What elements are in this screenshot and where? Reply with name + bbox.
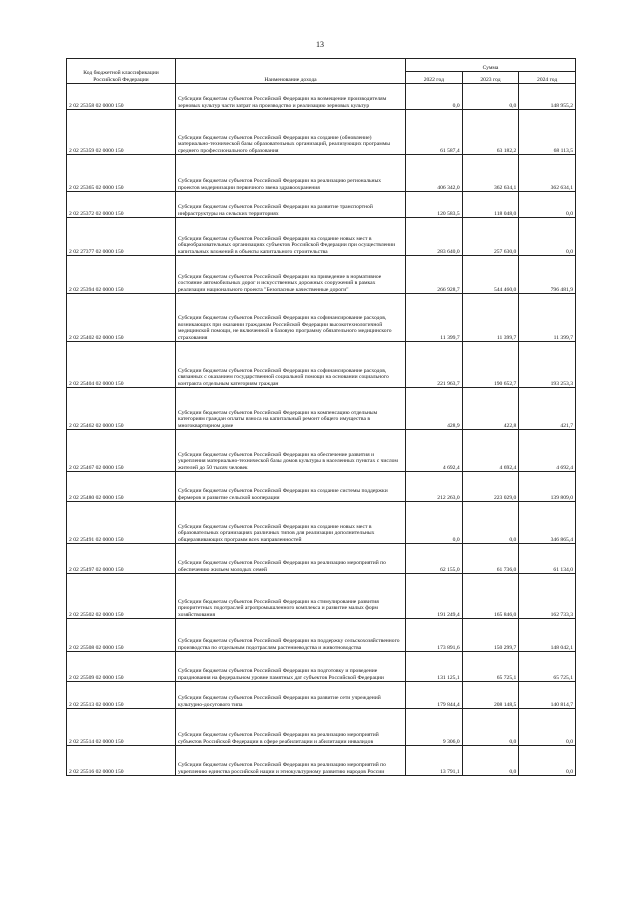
- table-row: [67, 682, 576, 709]
- amount-2022-cell: 266 928,7: [406, 256, 463, 294]
- name-cell: Субсидии бюджетам субъектов Российской Федерации на реализацию региональных проектов модернизации первичного звена здравоохранения: [176, 155, 406, 192]
- table-row: [67, 388, 576, 430]
- amount-2023-cell: 190 652,7: [462, 342, 519, 388]
- code-cell: 2 02 25508 02 0000 150: [67, 619, 176, 652]
- amount-2024-cell: 162 733,3: [519, 574, 576, 619]
- amount-2024-cell: 148 955,2: [519, 84, 576, 110]
- name-cell: Субсидии бюджетам субъектов Российской Федерации на создание новых мест в образовательных организациях различных типов для реализации дополнительных общеразвивающих программ всех направленностей: [176, 502, 406, 544]
- name-cell: Субсидии бюджетам субъектов Российской Федерации на софинансирование расходов, связанных с оказанием государственной социальной помощи на основании социального контракта отдельным категориям граждан: [176, 342, 406, 388]
- amount-2024-cell: 68 113,5: [519, 110, 576, 155]
- amount-2022-cell: 221 963,7: [406, 342, 463, 388]
- code-cell: 2 02 25358 02 0000 150: [67, 84, 176, 110]
- name-cell: Субсидии бюджетам субъектов Российской Федерации на развитие сети учреждений культурно-досугового типа: [176, 682, 406, 709]
- code-cell: 2 02 25497 02 0000 150: [67, 544, 176, 574]
- amount-2023-cell: 223 029,0: [462, 472, 519, 502]
- amount-2023-cell: 65 725,1: [462, 652, 519, 682]
- name-cell: Субсидии бюджетам субъектов Российской Федерации на софинансирование расходов, возникающих при оказании гражданам Российской Федерации высокотехнологичной медицинской помощи, не включенной в базовую программу обязательного медицинского страхования: [176, 294, 406, 342]
- amount-2022-cell: 283 640,0: [406, 218, 463, 256]
- code-cell: 2 02 25372 02 0000 150: [67, 192, 176, 218]
- page-number: 13: [316, 40, 324, 49]
- amount-2024-cell: 148 042,1: [519, 619, 576, 652]
- table-row: [67, 294, 576, 342]
- name-cell: Субсидии бюджетам субъектов Российской Федерации на реализацию мероприятий по укреплению единства российской нации и этнокультурному развитию народов России: [176, 746, 406, 776]
- code-cell: 2 02 25402 02 0000 150: [67, 294, 176, 342]
- amount-2022-cell: 179 844,4: [406, 682, 463, 709]
- header-year-2022: 2022 год: [406, 72, 463, 84]
- table-row: [67, 619, 576, 652]
- amount-2022-cell: 61 587,4: [406, 110, 463, 155]
- header-name: Наименование дохода: [176, 59, 406, 84]
- amount-2022-cell: 173 891,6: [406, 619, 463, 652]
- table-row: [67, 192, 576, 218]
- name-cell: Субсидии бюджетам субъектов Российской Федерации на приведение в нормативное состояние автомобильных дорог и искусственных дорожных сооружений в рамках реализации национального проекта "Безопасные качественные дороги": [176, 256, 406, 294]
- amount-2024-cell: 0,0: [519, 192, 576, 218]
- amount-2024-cell: 4 692,4: [519, 430, 576, 472]
- amount-2024-cell: 140 814,7: [519, 682, 576, 709]
- table-row: [67, 84, 576, 110]
- amount-2024-cell: 0,0: [519, 709, 576, 746]
- name-cell: Субсидии бюджетам субъектов Российской Федерации на реализацию мероприятий по обеспечению жильем молодых семей: [176, 544, 406, 574]
- amount-2022-cell: 212 263,0: [406, 472, 463, 502]
- code-cell: 2 02 25359 02 0000 150: [67, 110, 176, 155]
- amount-2024-cell: 346 865,4: [519, 502, 576, 544]
- code-cell: 2 02 25491 02 0000 150: [67, 502, 176, 544]
- name-cell: Субсидии бюджетам субъектов Российской Федерации на создание системы поддержки фермеров и развитие сельской кооперации: [176, 472, 406, 502]
- amount-2024-cell: 421,7: [519, 388, 576, 430]
- code-cell: 2 02 25516 02 0000 150: [67, 746, 176, 776]
- amount-2023-cell: 0,0: [462, 746, 519, 776]
- amount-2023-cell: 4 692,4: [462, 430, 519, 472]
- amount-2023-cell: 257 630,0: [462, 218, 519, 256]
- name-cell: Субсидии бюджетам субъектов Российской Федерации на поддержку сельскохозяйственного производства по отдельным подотраслям растениеводства и животноводства: [176, 619, 406, 652]
- amount-2023-cell: 118 048,0: [462, 192, 519, 218]
- table-row: [67, 430, 576, 472]
- amount-2022-cell: 11 399,7: [406, 294, 463, 342]
- name-cell: Субсидии бюджетам субъектов Российской Федерации на обеспечение развития и укрепления материально-технической базы домов культуры в населенных пунктах с числом жителей до 50 тысяч человек: [176, 430, 406, 472]
- amount-2022-cell: 0,0: [406, 84, 463, 110]
- table-row: [67, 544, 576, 574]
- amount-2024-cell: 796 481,9: [519, 256, 576, 294]
- amount-2022-cell: 120 583,5: [406, 192, 463, 218]
- amount-2022-cell: 428,9: [406, 388, 463, 430]
- table-row: [67, 574, 576, 619]
- code-cell: 2 02 25513 02 0000 150: [67, 682, 176, 709]
- table-row: [67, 218, 576, 256]
- amount-2022-cell: 0,0: [406, 502, 463, 544]
- name-cell: Субсидии бюджетам субъектов Российской Федерации на реализацию мероприятий субъектов Российской Федерации в сфере реабилитации и абилитации инвалидов: [176, 709, 406, 746]
- code-cell: 2 02 25467 02 0000 150: [67, 430, 176, 472]
- code-cell: 2 02 25404 02 0000 150: [67, 342, 176, 388]
- amount-2022-cell: 406 342,0: [406, 155, 463, 192]
- header-sum: Сумма: [406, 59, 576, 72]
- header-code: Код бюджетной классификации Российской Федерации: [67, 59, 176, 84]
- table-row: [67, 110, 576, 155]
- amount-2024-cell: 0,0: [519, 746, 576, 776]
- amount-2024-cell: 61 134,0: [519, 544, 576, 574]
- table-row: [67, 502, 576, 544]
- name-cell: Субсидии бюджетам субъектов Российской Федерации на возмещение производителям зерновых культур части затрат на производство и реализацию зерновых культур: [176, 84, 406, 110]
- code-cell: 2 02 25480 02 0000 150: [67, 472, 176, 502]
- table-row: [67, 342, 576, 388]
- table-row: [67, 155, 576, 192]
- budget-table: [66, 58, 576, 776]
- code-cell: 2 02 25502 02 0000 150: [67, 574, 176, 619]
- header-year-2024: 2024 год: [519, 72, 576, 84]
- amount-2024-cell: 139 809,0: [519, 472, 576, 502]
- amount-2023-cell: 150 299,7: [462, 619, 519, 652]
- amount-2022-cell: 131 125,1: [406, 652, 463, 682]
- amount-2023-cell: 422,8: [462, 388, 519, 430]
- amount-2022-cell: 9 306,0: [406, 709, 463, 746]
- amount-2023-cell: 165 846,0: [462, 574, 519, 619]
- code-cell: 2 02 25509 02 0000 150: [67, 652, 176, 682]
- code-cell: 2 02 25462 02 0000 150: [67, 388, 176, 430]
- table-body: [67, 84, 576, 776]
- table-row: [67, 472, 576, 502]
- amount-2023-cell: 61 736,0: [462, 544, 519, 574]
- amount-2023-cell: 0,0: [462, 502, 519, 544]
- table-row: [67, 652, 576, 682]
- amount-2023-cell: 362 634,1: [462, 155, 519, 192]
- amount-2024-cell: 11 399,7: [519, 294, 576, 342]
- name-cell: Субсидии бюджетам субъектов Российской Федерации на создание (обновление) материально-технической базы образовательных организаций, реализующих программы среднего профессионального образования: [176, 110, 406, 155]
- amount-2022-cell: 13 791,1: [406, 746, 463, 776]
- amount-2023-cell: 208 148,5: [462, 682, 519, 709]
- amount-2024-cell: 362 634,1: [519, 155, 576, 192]
- code-cell: 2 02 25365 02 0000 150: [67, 155, 176, 192]
- amount-2024-cell: 65 725,1: [519, 652, 576, 682]
- name-cell: Субсидии бюджетам субъектов Российской Федерации на компенсацию отдельным категориям граждан оплаты взноса на капитальный ремонт общего имущества в многоквартирном доме: [176, 388, 406, 430]
- amount-2022-cell: 191 249,4: [406, 574, 463, 619]
- amount-2023-cell: 63 182,2: [462, 110, 519, 155]
- name-cell: Субсидии бюджетам субъектов Российской Федерации на стимулирование развития приоритетных подотраслей агропромышленного комплекса и развитие малых форм хозяйствования: [176, 574, 406, 619]
- header-year-2023: 2023 год: [462, 72, 519, 84]
- code-cell: 2 02 25394 02 0000 150: [67, 256, 176, 294]
- amount-2024-cell: 0,0: [519, 218, 576, 256]
- amount-2023-cell: 544 460,0: [462, 256, 519, 294]
- amount-2023-cell: 11 399,7: [462, 294, 519, 342]
- name-cell: Субсидии бюджетам субъектов Российской Федерации на развитие транспортной инфраструктуры на сельских территориях: [176, 192, 406, 218]
- table-row: [67, 709, 576, 746]
- table-row: [67, 746, 576, 776]
- code-cell: 2 02 27377 02 0000 150: [67, 218, 176, 256]
- amount-2022-cell: 4 692,4: [406, 430, 463, 472]
- name-cell: Субсидии бюджетам субъектов Российской Федерации на создание новых мест в общеобразовательных организациях субъектов Российской Федерации при осуществлении капитальных вложений в объекты капитального строительства: [176, 218, 406, 256]
- table-row: [67, 256, 576, 294]
- amount-2023-cell: 0,0: [462, 84, 519, 110]
- amount-2024-cell: 193 253,3: [519, 342, 576, 388]
- amount-2023-cell: 0,0: [462, 709, 519, 746]
- name-cell: Субсидии бюджетам субъектов Российской Федерации на подготовку и проведение празднования на федеральном уровне памятных дат субъектов Российской Федерации: [176, 652, 406, 682]
- code-cell: 2 02 25514 02 0000 150: [67, 709, 176, 746]
- amount-2022-cell: 62 155,0: [406, 544, 463, 574]
